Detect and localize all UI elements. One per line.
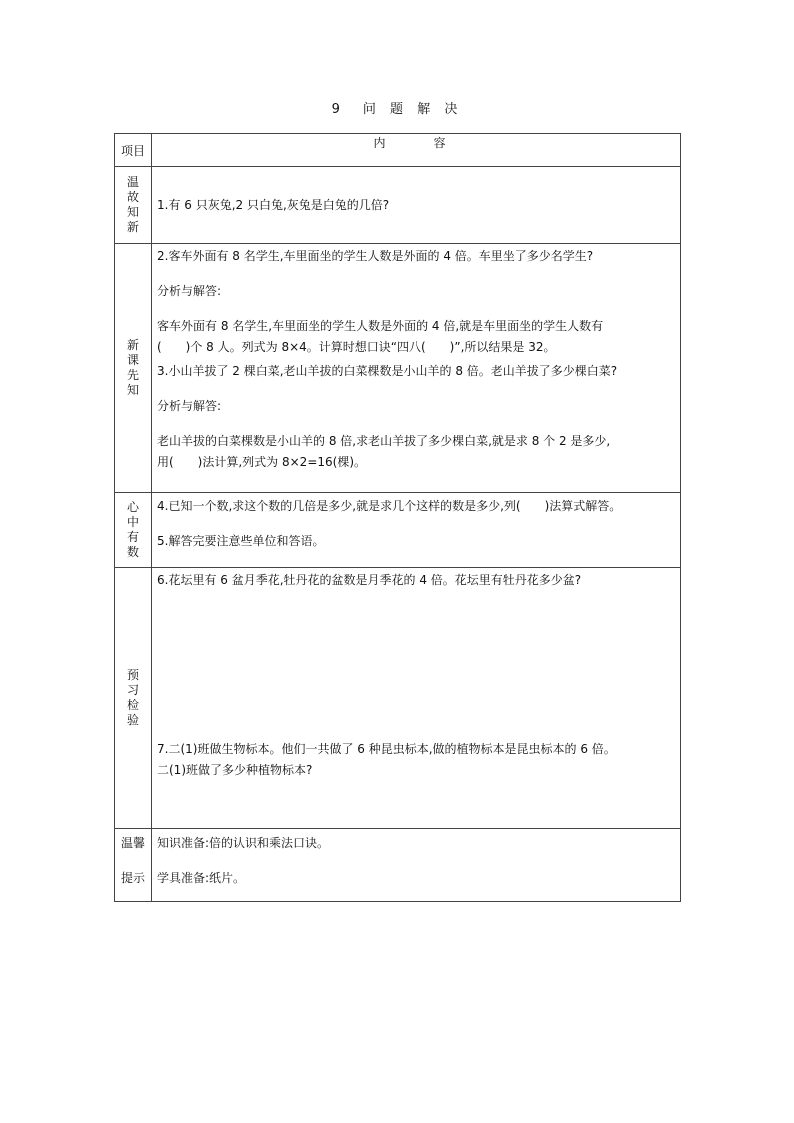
statement-5: 5.解答完要注意些单位和答语。 [157,534,325,548]
analysis-heading: 分析与解答: [157,284,222,298]
question-7-continued: 二(1)班做了多少种植物标本? [157,763,313,777]
section-content-tips [152,829,681,902]
analysis-heading: 分析与解答: [157,399,222,413]
question-7: 7.二(1)班做生物标本。他们一共做了 6 种昆虫标本,做的植物标本是昆虫标本的 6 倍。 [157,742,616,756]
section-label-summary: 心中有数 [115,493,152,568]
section-preview-check [115,568,681,829]
statement-4: 4.已知一个数,求这个数的几倍是多少,就是求几个这样的数是多少,列( )法算式解答。 [157,499,622,513]
section-label-tips: 温馨 提示 [115,829,152,902]
question-1: 1.有 6 只灰兔,2 只白兔,灰兔是白兔的几倍? [157,197,390,212]
page-title: 9 问 题 解 决 [331,102,463,117]
section-content-review [152,167,681,244]
section-label-review: 温故知新 [115,167,152,244]
section-summary [115,493,681,568]
analysis-text: ( )个 8 人。列式为 8×4。计算时想口诀“四八( )”,所以结果是 32。 [157,340,556,354]
analysis-text: 客车外面有 8 名学生,车里面坐的学生人数是外面的 4 倍,就是车里面坐的学生人数有 [157,319,604,333]
section-label-new-lesson: 新课先知 [115,244,152,493]
header-content: 内 容 [152,134,681,167]
section-tips [115,829,681,902]
tip-materials: 学具准备:纸片。 [157,871,246,885]
question-2: 2.客车外面有 8 名学生,车里面坐的学生人数是外面的 4 倍。车里坐了多少名学生? [157,249,594,263]
question-3: 3.小山羊拔了 2 棵白菜,老山羊拔的白菜棵数是小山羊的 8 倍。老山羊拔了多少棵白菜? [157,364,618,378]
table-header-row [115,134,681,167]
section-content-new-lesson [152,244,681,493]
section-label-preview-check: 预习检验 [115,568,152,829]
question-6: 6.花坛里有 6 盆月季花,牡丹花的盆数是月季花的 4 倍。花坛里有牡丹花多少盆? [157,573,582,587]
answer-space [157,591,680,739]
analysis-text: 用( )法计算,列式为 8×2=16(棵)。 [157,455,367,469]
section-new-lesson [115,244,681,493]
section-content-summary [152,493,681,568]
header-item: 项目 [115,134,152,167]
section-content-preview-check [152,568,681,829]
section-review [115,167,681,244]
analysis-text: 老山羊拔的白菜棵数是小山羊的 8 倍,求老山羊拔了多少棵白菜,就是求 8 个 2 是多少, [157,434,611,448]
tip-knowledge: 知识准备:倍的认识和乘法口诀。 [157,836,330,850]
lesson-table [114,133,681,902]
